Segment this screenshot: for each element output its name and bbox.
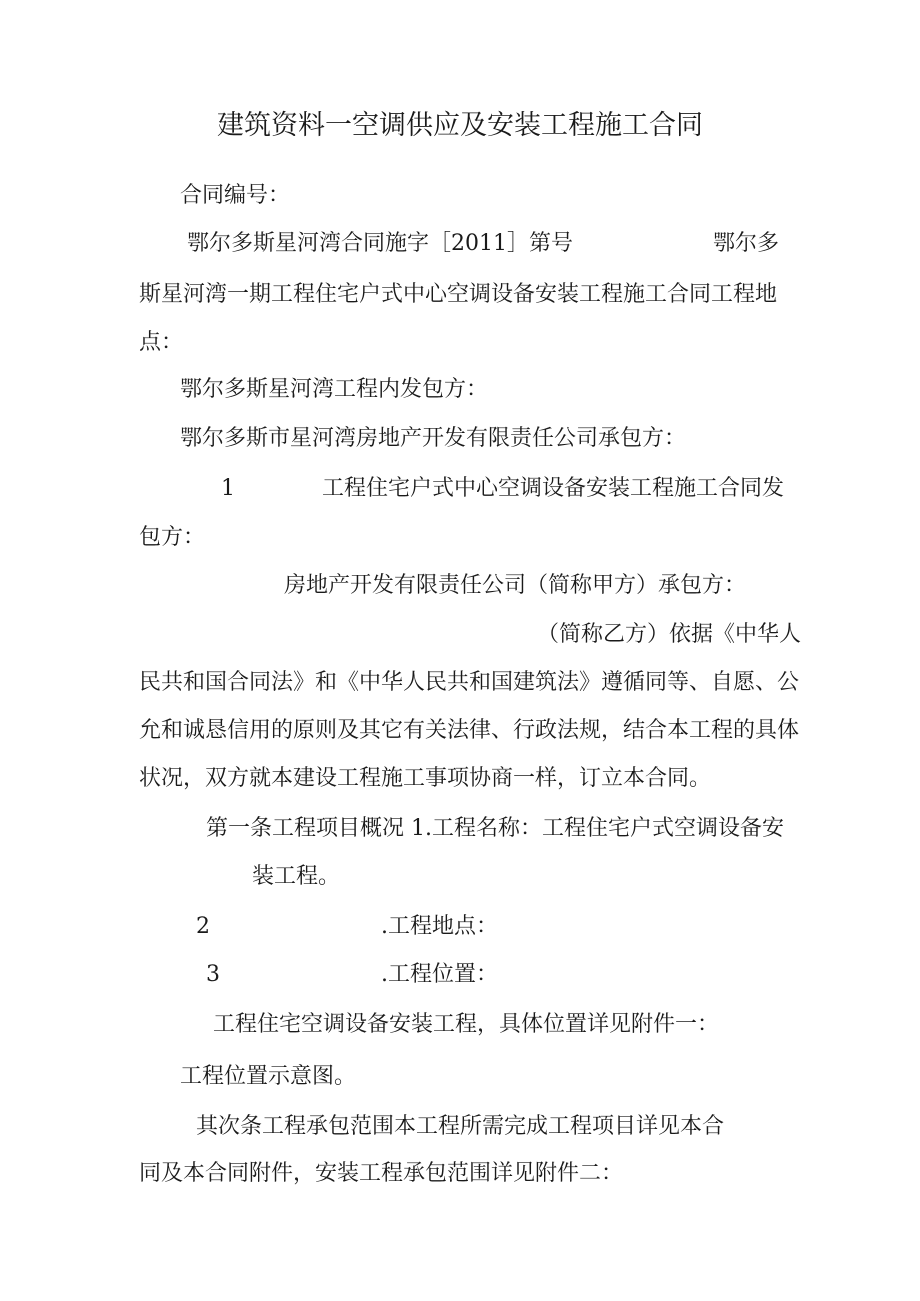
paragraph-line: .工程地点： [381,914,498,939]
item-number: 1 [221,476,235,501]
paragraph-line: 其次条工程承包范围本工程所需完成工程项目详见本合 [196,1114,725,1139]
paragraph-line: 斯星河湾一期工程住宅户式中心空调设备安装工程施工合同工程地 [139,282,778,307]
paragraph-line: 包方： [139,525,206,550]
paragraph-line: 点： [139,330,184,355]
paragraph-line: 同及本合同附件，安装工程承包范围详见附件二： [139,1161,624,1186]
paragraph-line: 房地产开发有限责任公司（简称甲方）承包方： [284,573,747,598]
paragraph-line: 鄂尔多斯市星河湾房地产开发有限责任公司承包方： [180,426,687,451]
paragraph-line: .工程位置： [381,962,498,987]
paragraph-line: 工程住宅空调设备安装工程，具体位置详见附件一： [213,1012,720,1037]
item-number: 3 [206,962,220,987]
paragraph-line: 工程住宅户式中心空调设备安装工程施工合同发 [322,476,785,501]
paragraph-line: 工程位置示意图。 [180,1064,357,1089]
contract-number-label: 合同编号： [180,183,291,208]
document-title: 建筑资料一空调供应及安装工程施工合同 [217,110,703,141]
contract-number-value: 鄂尔多斯星河湾合同施字［2011］第号 [187,231,573,256]
paragraph-line: 允和诚恳信用的原则及其它有关法律、行政法规，结合本工程的具体 [139,718,800,743]
paragraph-line: 装工程。 [252,864,341,889]
project-name-start: 鄂尔多 [713,231,780,256]
paragraph-line: （简称乙方）依据《中华人 [537,622,802,647]
paragraph-line: 第一条工程项目概况 1.工程名称：工程住宅户式空调设备安 [206,816,784,841]
paragraph-line: 状况，双方就本建设工程施工事项协商一样，订立本合同。 [139,766,712,791]
paragraph-line: 鄂尔多斯星河湾工程内发包方： [180,377,489,402]
paragraph-line: 民共和国合同法》和《中华人民共和国建筑法》遵循同等、自愿、公 [139,670,800,695]
item-number: 2 [196,914,210,939]
